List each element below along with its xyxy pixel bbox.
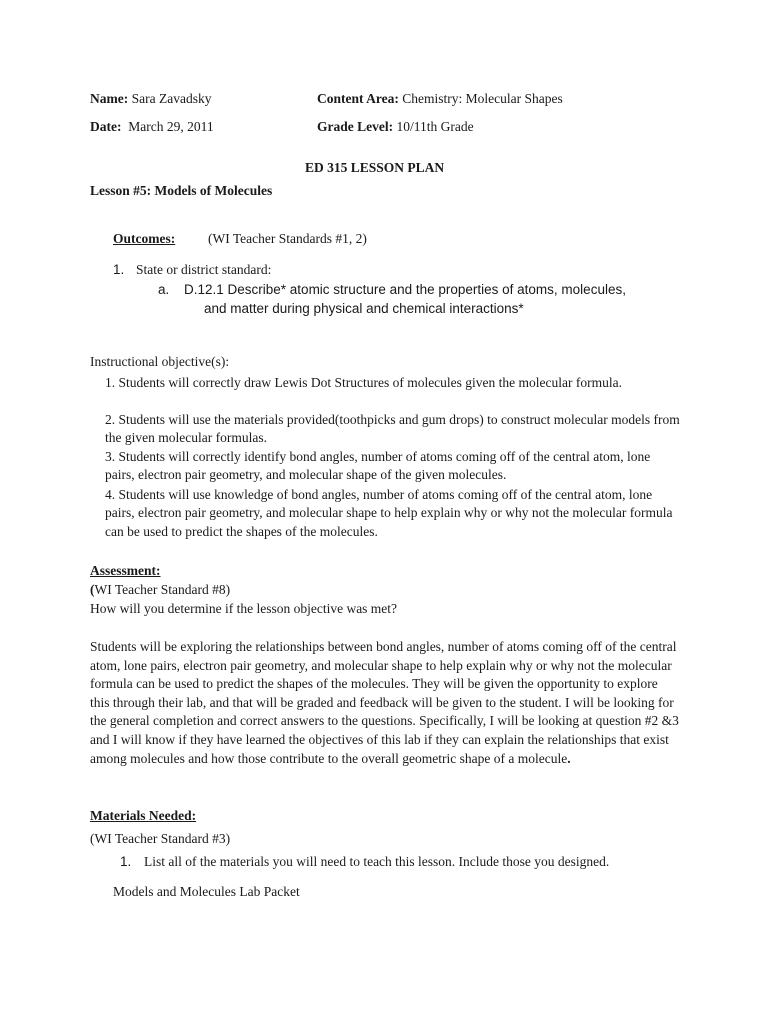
content-area-label: Content Area: bbox=[317, 91, 399, 106]
date-value: March 29, 2011 bbox=[128, 119, 214, 134]
date-row bbox=[90, 118, 214, 137]
assessment-standard bbox=[90, 581, 230, 600]
page-title: ED 315 LESSON PLAN bbox=[305, 160, 445, 175]
name-row bbox=[90, 90, 211, 109]
name-value: Sara Zavadsky bbox=[131, 91, 212, 106]
name-label: Name: bbox=[90, 91, 129, 106]
lesson-title: Lesson #5: Models of Molecules bbox=[90, 183, 273, 198]
content-area-row bbox=[317, 90, 563, 109]
assessment-paragraph bbox=[90, 638, 680, 768]
date-label: Date: bbox=[90, 119, 122, 134]
outcome-sub-letter: a. bbox=[158, 282, 170, 297]
materials-standard: (WI Teacher Standard #3) bbox=[90, 831, 231, 846]
assessment-standard-text: WI Teacher Standard #8) bbox=[94, 582, 231, 597]
outcome-item-number: 1. bbox=[113, 262, 125, 277]
materials-item-text: List all of the materials you will need to teach this lesson. Include those you designed. bbox=[144, 854, 610, 869]
grade-level-value: 10/11th Grade bbox=[396, 119, 474, 134]
grade-level-label: Grade Level: bbox=[317, 119, 394, 134]
objective-item-3: 3. Students will correctly identify bond angles, number of atoms coming off of the central atom, lone pairs, electron pair geometry, and molecular shape of the given molecules. bbox=[105, 449, 651, 483]
outcome-sub-line-1: D.12.1 Describe* atomic structure and the properties of atoms, molecules, bbox=[184, 282, 626, 297]
outcome-sub-line-2: and matter during physical and chemical interactions* bbox=[204, 301, 524, 316]
assessment-paragraph-text: Students will be exploring the relationships between bond angles, number of atoms coming off of the central atom, lone pairs, electron pair geometry, and molecular shape to help explain why or why not the molecular formula can be used to predict the shapes of the molecules. They will be given the opportunity to explore this through their lab, and that will be graded and feedback will be given to the student. I will be looking for the general completion and correct answers to the questions. Specifically, I will be looking at question #2 &3 and I will know if they have learned the objectives of this lab if they can explain the relationships that exist among molecules and how those contribute to the overall geometric shape of a molecule bbox=[90, 639, 679, 766]
objective-item-2: 2. Students will use the materials provided(toothpicks and gum drops) to construct molecular models from the given molecular formulas. bbox=[105, 412, 680, 446]
outcomes-heading: Outcomes: bbox=[113, 231, 176, 246]
assessment-question: How will you determine if the lesson objective was met? bbox=[90, 601, 398, 616]
objective-item-1: 1. Students will correctly draw Lewis Dot Structures of molecules given the molecular formula. bbox=[105, 375, 622, 390]
materials-item-number: 1. bbox=[120, 854, 132, 869]
assessment-heading: Assessment: bbox=[90, 563, 161, 578]
objective-item-4: 4. Students will use knowledge of bond angles, number of atoms coming off of the central atom, lone pairs, electron pair geometry, and molecular shape to help explain why or why not the molecular formula can be used to predict the shapes of the molecules. bbox=[105, 487, 673, 539]
content-area-value: Chemistry: Molecular Shapes bbox=[402, 91, 563, 106]
outcome-item-text: State or district standard: bbox=[136, 262, 272, 277]
materials-packet: Models and Molecules Lab Packet bbox=[113, 884, 300, 899]
assessment-paragraph-end: . bbox=[567, 750, 571, 766]
materials-heading: Materials Needed: bbox=[90, 808, 197, 823]
outcomes-standards: (WI Teacher Standards #1, 2) bbox=[208, 231, 367, 246]
objectives-heading: Instructional objective(s): bbox=[90, 354, 230, 369]
assessment-open-paren: ( bbox=[90, 582, 95, 597]
grade-level-row bbox=[317, 118, 474, 137]
